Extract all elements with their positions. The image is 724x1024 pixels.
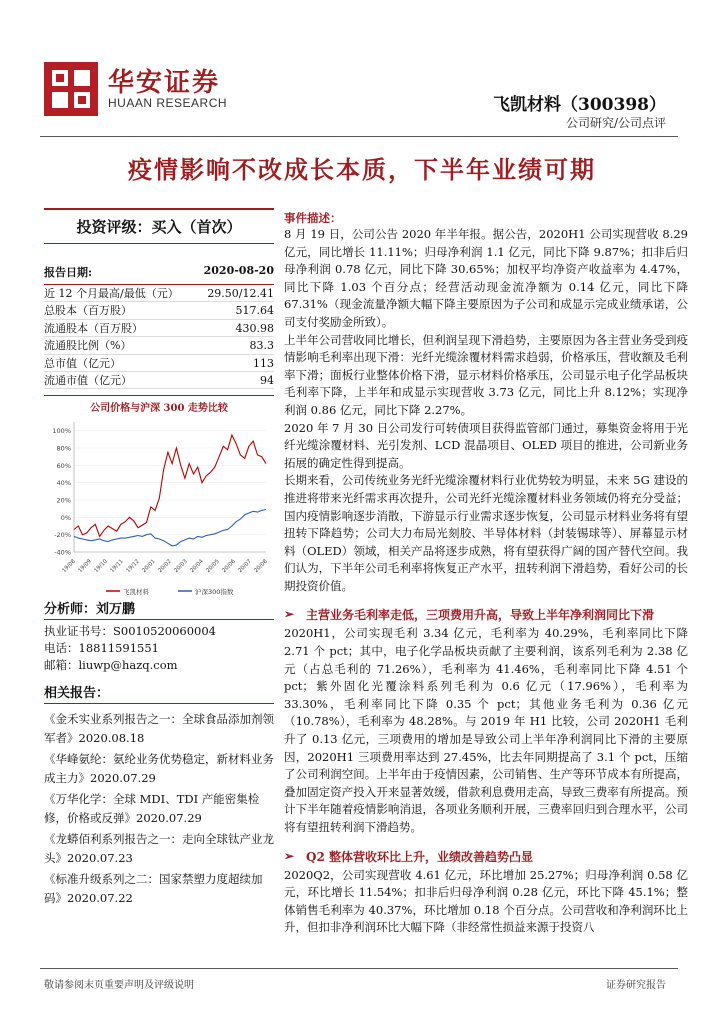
chart-y-tick-label: 60% [56, 462, 71, 471]
chart-x-tick-label: 20/06 [221, 558, 237, 575]
chart-x-tick-label: 20/04 [189, 558, 205, 575]
paragraph: 上半年公司营收同比增长，但利润呈现下滑趋势，主要原因为各主营业务受到疫情影响毛利率出现下滑：光纤光缆涂覆材料需求趋弱，价格承压，营收额及毛利率下滑；面板行业整体价格下滑，显示材料价格承压，公司显示电子化学品板块毛利率下降，上半年和成显示实现营收 3.73 亿元，同比上升 8.12%；实现净利润 0.86 亿元，同比下降 2.27%。 [284, 332, 688, 417]
chart-series-line [74, 510, 266, 546]
brand-name-cn: 华安证券 [108, 68, 221, 98]
chart-y-tick-label: -40% [54, 548, 71, 557]
left-sidebar [44, 208, 274, 604]
brand-name-en: HUAAN RESEARCH [108, 96, 228, 110]
paragraph: 2020H1，公司实现毛利 3.34 亿元，毛利率为 40.29%，毛利率同比下降 2.71 个 pct；其中，电子化学品板块贡献了主要利润，该系列毛利为 2.38 亿元（占总毛利的 71.26%），毛利率为 41.46%，毛利率同比下降 4.51 个 pct；紫外固化光覆涂料系列毛利为 0.6 亿元（17.96%），毛利率为 33.30%，毛利率同比下降 0.35 个 pct；其他业务毛利为 0.36 亿元（10.78%），毛利率为 48.28%。与 2019 年 H1 比较，公司 2020H1 毛利升了 0.13 亿元，三项费用的增加是导致公司上半年净利润同比下滑的主要原因，2020H1 三项费用率达到 27.45%，比去年同期提高了 3.1 个 pct，压缩了公司利润空间。上半年由于疫情因素，公司销售、生产等环节成本有所提高，叠加固定资产投入开来显著效缓，借款利息费用走高，导致三费率有所提高。预计下半年随着疫情影响消退，各项业务顺利开展，三费率回归到合理水平，公司将有望扭转利润下滑趋势。 [284, 626, 688, 834]
chart-x-tick-label: 19/08 [61, 558, 77, 575]
stat-label: 流通市值（亿元） [44, 373, 132, 387]
chart-y-tick-label: 0% [60, 514, 71, 523]
stat-row [44, 355, 274, 372]
stat-row [44, 302, 274, 319]
stat-label: 总股本（百万股） [44, 304, 132, 318]
report-date-row [44, 264, 274, 285]
report-type: 公司研究/公司点评 [565, 116, 666, 130]
arrow-right-icon: ➢ [284, 848, 295, 863]
section-heading: Q2 整体营收环比上升，业绩改善趋势凸显 [306, 849, 533, 864]
stat-value: 94 [260, 373, 274, 387]
main-content [284, 210, 688, 937]
related-report-item[interactable]: 《标准升级系列之二：国家禁塑力度超续加码》2020.07.22 [44, 872, 263, 905]
chart-legend-label: 沪深300指数 [195, 588, 234, 597]
report-date-value: 2020-08-20 [203, 264, 274, 277]
chart-x-tick-label: 20/05 [205, 558, 221, 575]
report-date-label: 报告日期: [44, 266, 93, 279]
chart-y-tick-label: 100% [52, 427, 71, 436]
paragraph: 2020 年 7 月 30 日公司发行可转债项目获得监管部门通过，募集资金将用于光纤光缆涂覆材料、光引发剂、LCD 混晶项目、OLED 项目的推进，公司新业务拓展的确定性得到提高。 [284, 420, 688, 470]
event-heading: 事件描述： [284, 211, 342, 225]
chart-x-tick-label: 20/08 [253, 558, 269, 575]
related-reports [44, 664, 274, 910]
section-bullet [284, 847, 688, 867]
company-name: 飞凯材料（300398） [493, 95, 666, 115]
stats-table [44, 285, 274, 389]
paragraph: 2020Q2，公司实现营收 4.61 亿元，环比增加 25.27%；归母净利润 0.58 亿元，环比增长 11.54%；扣非后归母净利润 0.28 亿元，环比下降 45.1%；整体销售毛利率为 40.37%，环比增加 0.18 个百分点。公司营收和净利润环比上升，但扣非净利润环比大幅下降（非经常性损益来源于投资八 [284, 867, 688, 935]
stat-value: 113 [253, 356, 274, 370]
chart-x-tick-label: 19/12 [125, 558, 141, 575]
chart-x-tick-label: 20/02 [157, 558, 173, 575]
stat-label: 流通股比例（%） [44, 339, 132, 353]
section-heading: 主营业务毛利率走低，三项费用升高，导致上半年净利润同比下滑 [306, 608, 655, 623]
paragraph: 8 月 19 日，公司公告 2020 年半年报。据公告，2020H1 公司实现营收 8.29 亿元，同比增长 11.11%；归母净利润 1.1 亿元，同比下降 9.87%；扣非后归母净利润 0.78 亿元，同比下降 30.65%；加权平均净资产收益率为 4.47%，同比下降 1.03 个百分点；经营活动现金流净额为 0.14 亿元，同比下降 67.31%（现金流量净额大幅下降主要原因为子公司和成显示完成业绩承诺，公司支付奖励金所致）。 [284, 227, 688, 329]
investment-rating: 投资评级：买入（首次） [44, 208, 274, 244]
header-divider [40, 136, 678, 137]
chart-y-tick-label: 20% [56, 496, 71, 505]
footer-label: 证券研究报告 [606, 980, 666, 991]
analyst-email[interactable]: 邮箱：liuwp@hazq.com [44, 658, 178, 672]
related-title: 相关报告： [44, 682, 274, 704]
chart-y-tick-label: 80% [56, 444, 71, 453]
analyst-title: 分析师：刘万鹏 [44, 598, 274, 620]
footer-divider [40, 968, 678, 969]
stat-row [44, 337, 274, 354]
stat-label: 总市值（亿元） [44, 356, 121, 370]
huaan-logo-icon [44, 62, 98, 116]
stat-value: 430.98 [235, 321, 274, 335]
price-chart-svg [44, 414, 274, 604]
arrow-right-icon: ➢ [284, 607, 295, 622]
stat-row [44, 372, 274, 389]
chart-title: 公司价格与沪深 300 走势比较 [44, 395, 274, 414]
analyst-phone: 电话：18811591551 [44, 641, 159, 655]
chart-x-tick-label: 20/01 [141, 558, 157, 575]
paragraph: 长期来看，公司传统业务光纤光缆涂覆材料行业优势较为明显，未来 5G 建设的推进将带来光纤需求再次提升，公司光纤光缆涂覆材料业务领域仍将充分受益；国内疫情影响逐步消散，下游显示行业需求逐步恢复，公司显示材料业务将有望扭转下降趋势；公司大力布局光刻胶、半导体材料（封装锡球等）、屏幕显示材料（OLED）领域，相关产品将逐步成熟，将有望获得广阔的国产替代空间。我们认为，下半年公司毛利率将恢复正产水平，扭转利润下滑趋势，看好公司的长期投资价值。 [284, 473, 688, 593]
stat-row [44, 285, 274, 302]
chart-x-tick-label: 19/10 [93, 558, 109, 575]
stat-label: 近 12 个月最高/最低（元） [44, 287, 179, 300]
analyst-block [44, 598, 274, 674]
related-report-item[interactable]: 《龙蟒佰利系列报告之一：走向全球钛产业龙头》2020.07.23 [44, 832, 274, 865]
related-report-item[interactable]: 《华峰氨纶：氨纶业务优势稳定，新材料业务成主力》2020.07.29 [44, 752, 274, 785]
chart-y-tick-label: 40% [56, 479, 71, 488]
related-report-item[interactable]: 《万华化学：全球 MDI、TDI 产能密集检修，价格或反弹》2020.07.29 [44, 792, 260, 825]
section-bullet [284, 605, 688, 625]
stat-row [44, 320, 274, 337]
price-chart [44, 414, 274, 604]
stat-value: 517.64 [235, 304, 274, 318]
report-header [0, 0, 724, 135]
chart-x-tick-label: 20/07 [237, 558, 253, 575]
stat-label: 流通股本（百万股） [44, 321, 143, 335]
stat-value: 29.50/12.41 [207, 287, 274, 300]
stat-value: 83.3 [249, 339, 274, 353]
chart-x-tick-label: 19/09 [77, 558, 93, 575]
chart-x-tick-label: 20/03 [173, 558, 189, 575]
chart-x-tick-label: 19/11 [109, 558, 125, 575]
footer-disclaimer: 敬请参阅末页重要声明及评级说明 [44, 980, 194, 991]
related-report-item[interactable]: 《金禾实业系列报告之一：全球食品添加剂领军者》2020.08.18 [44, 712, 274, 745]
chart-legend-label: 飞凯材料 [123, 588, 149, 597]
analyst-cert: 执业证书号：S0010520060004 [44, 624, 216, 638]
report-title: 疫情影响不改成长本质，下半年业绩可期 [128, 155, 596, 184]
chart-y-tick-label: -20% [54, 531, 71, 540]
